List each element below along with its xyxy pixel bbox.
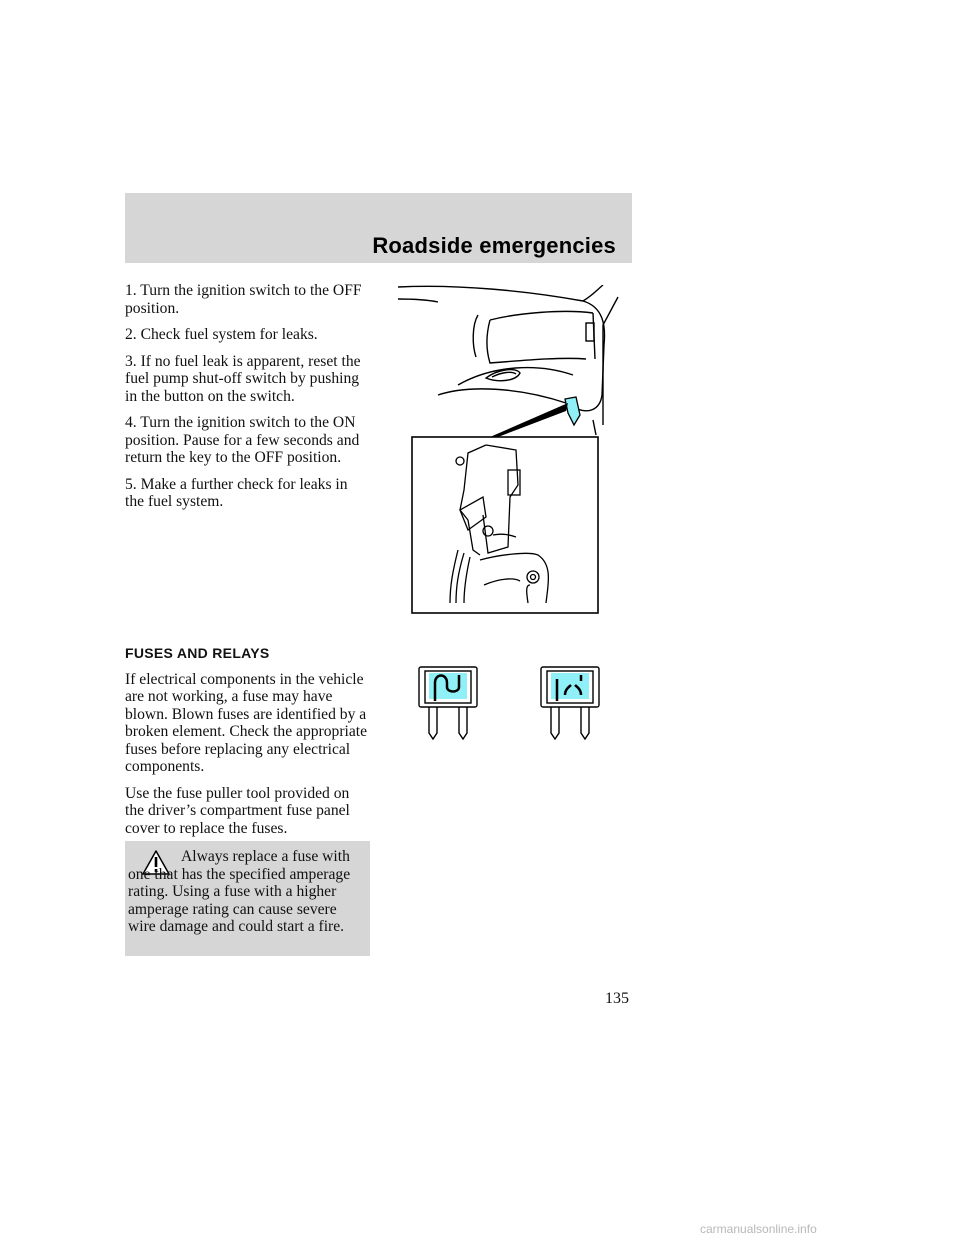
step-item: 1. Turn the ignition switch to the OFF position. bbox=[125, 282, 362, 317]
good-fuse bbox=[419, 667, 477, 739]
step-item: 5. Make a further check for leaks in the fuel system. bbox=[125, 475, 348, 510]
fuse-comparison-illustration bbox=[415, 665, 605, 740]
blown-fuse bbox=[541, 667, 599, 739]
section-heading: FUSES AND RELAYS bbox=[125, 645, 270, 661]
paragraph: If electrical components in the vehicle are not working, a fuse may have blown. Blown fuses are identified by a broken element. Check the appropriate fuses before replacing any electrical components. bbox=[125, 670, 368, 775]
paragraph: Use the fuse puller tool provided on the driver’s compartment fuse panel cover to replace the fuses. bbox=[125, 784, 350, 837]
warning-text: Always replace a fuse with one that has the specified amperage rating. Using a fuse with a higher amperage rating can cause severe wire damage and could start a fire. bbox=[128, 848, 351, 935]
fuel-pump-switch-illustration bbox=[398, 285, 628, 615]
step-item: 3. If no fuel leak is apparent, reset the fuel pump shut-off switch by pushing in the button on the switch. bbox=[125, 352, 361, 405]
step-item: 4. Turn the ignition switch to the ON position. Pause for a few seconds and return the key to the OFF position. bbox=[125, 414, 360, 466]
step-item: 2. Check fuel system for leaks. bbox=[125, 326, 318, 343]
warning-box bbox=[125, 841, 370, 956]
page-number: 135 bbox=[605, 990, 629, 1007]
steps-list bbox=[125, 282, 370, 520]
watermark: carmanualsonline.info bbox=[700, 1222, 817, 1236]
header-band bbox=[125, 193, 632, 263]
page-title: Roadside emergencies bbox=[372, 233, 616, 258]
fuses-section bbox=[125, 645, 370, 846]
